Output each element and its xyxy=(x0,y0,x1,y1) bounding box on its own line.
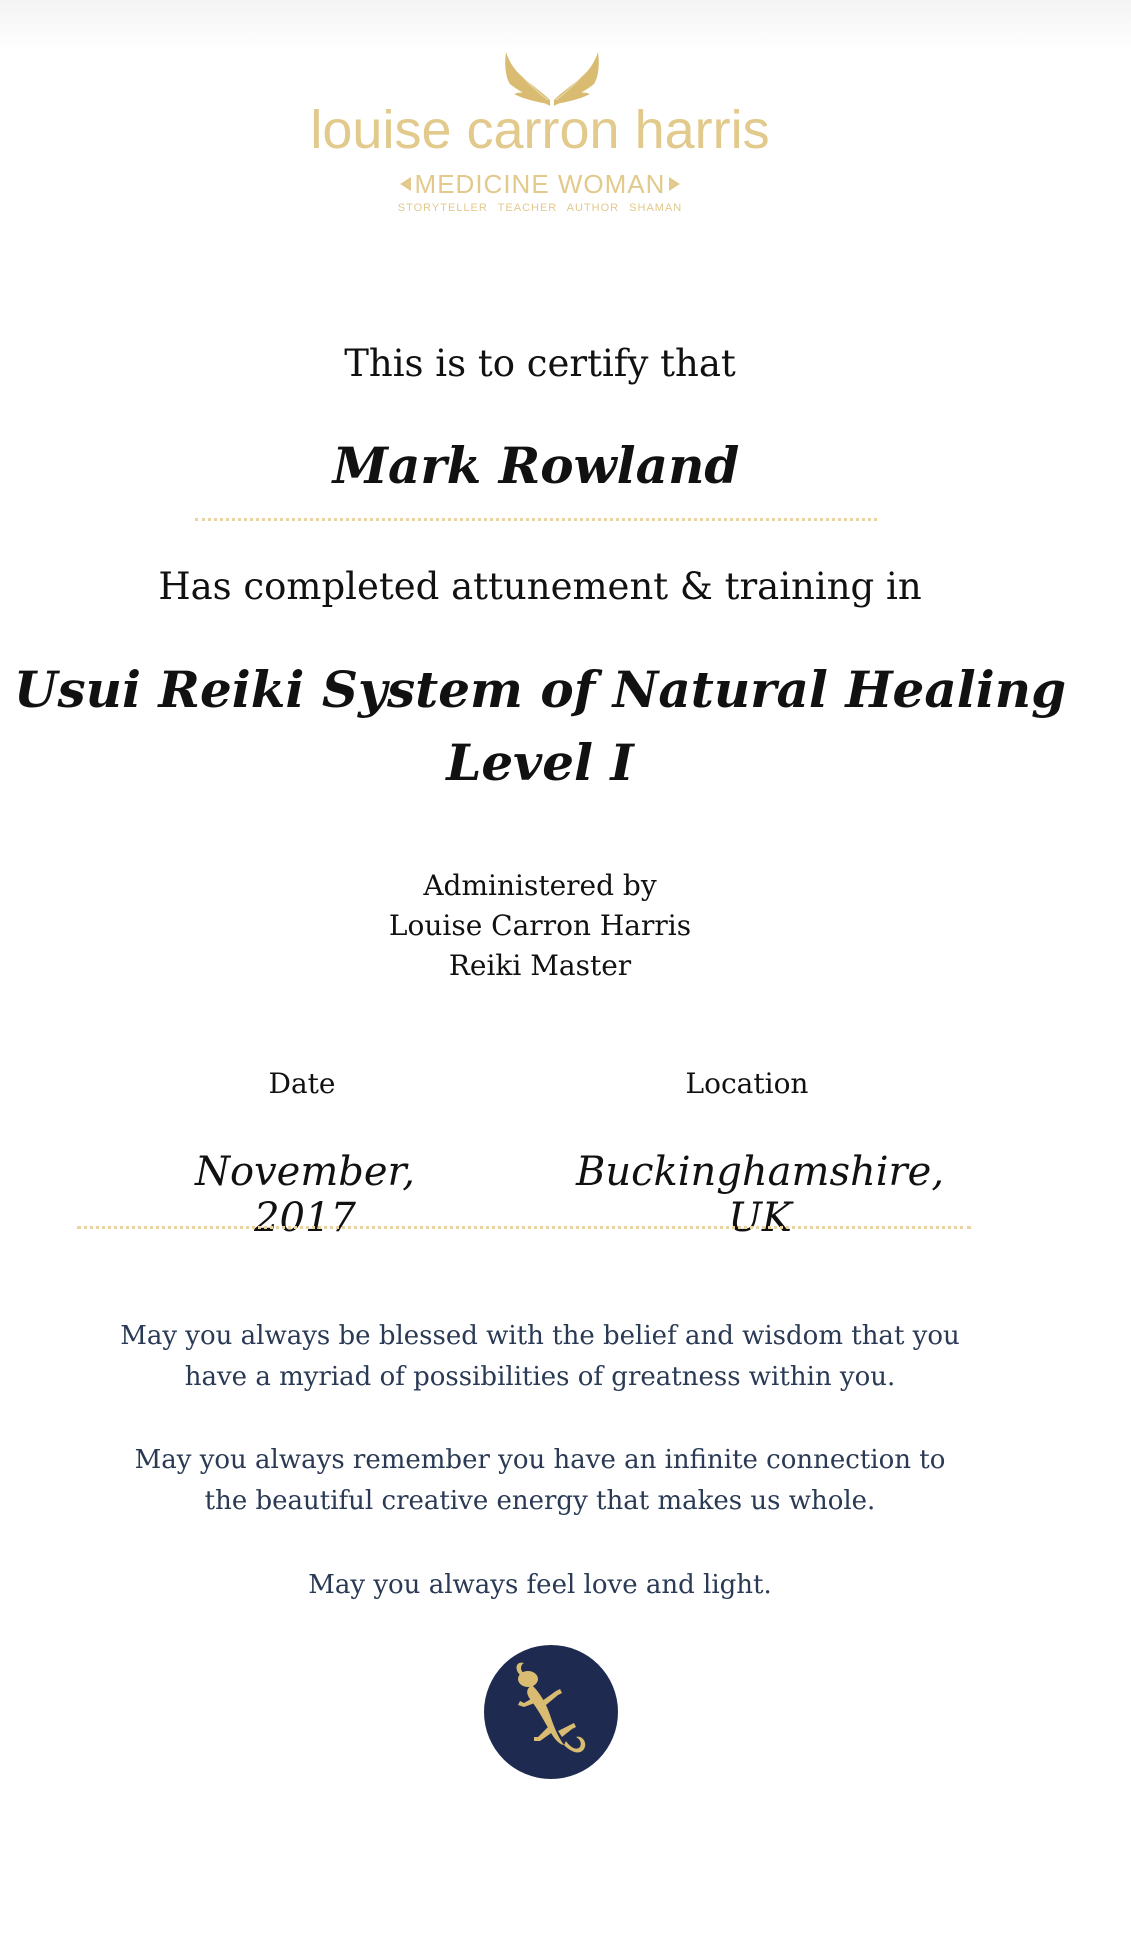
recipient-name: Mark Rowland xyxy=(332,436,740,495)
course-level: Level I xyxy=(446,733,634,792)
divider-dotted xyxy=(195,518,877,521)
blessing-paragraph-1 xyxy=(0,1316,1080,1398)
brand-subtitle: STORYTELLER TEACHER AUTHOR SHAMAN xyxy=(397,202,683,214)
location-label: Location xyxy=(685,1067,809,1100)
brand-tagline-text: MEDICINE WOMAN xyxy=(414,169,666,199)
completion-statement: Has completed attunement & training in xyxy=(158,565,922,608)
certify-intro: This is to certify that xyxy=(344,342,736,385)
date-label: Date xyxy=(268,1067,336,1100)
divider-dotted-bottom xyxy=(77,1226,971,1229)
brand-tagline xyxy=(0,171,1080,197)
blessing-paragraph-3 xyxy=(0,1565,1080,1606)
blessing-1-line-2: have a myriad of possibilities of greatness within you. xyxy=(184,1362,896,1392)
blessing-2-line-1: May you always remember you have an infinite connection to xyxy=(134,1445,946,1475)
blessing-2-line-2: the beautiful creative energy that makes us whole. xyxy=(204,1486,876,1516)
brand-name: louise carron harris xyxy=(310,100,770,160)
gecko-seal xyxy=(484,1645,618,1779)
blessing-paragraph-2 xyxy=(0,1440,1080,1522)
administered-block xyxy=(0,866,1080,986)
blessing-1-line-1: May you always be blessed with the belief and wisdom that you xyxy=(120,1321,960,1351)
date-value: November, 2017 xyxy=(195,1149,415,1241)
administrator-name: Louise Carron Harris xyxy=(388,909,692,942)
location-value: Buckinghamshire, UK xyxy=(575,1149,945,1241)
blessing-3-line-1: May you always feel love and light. xyxy=(308,1570,772,1600)
top-band xyxy=(0,0,1131,52)
administrator-title: Reiki Master xyxy=(448,949,632,982)
administered-label: Administered by xyxy=(423,869,657,902)
course-title xyxy=(0,653,1080,799)
course-title-line1: Usui Reiki System of Natural Healing xyxy=(13,660,1067,719)
triangle-right-icon xyxy=(669,177,680,191)
gecko-icon xyxy=(484,1645,618,1779)
triangle-left-icon xyxy=(400,177,411,191)
